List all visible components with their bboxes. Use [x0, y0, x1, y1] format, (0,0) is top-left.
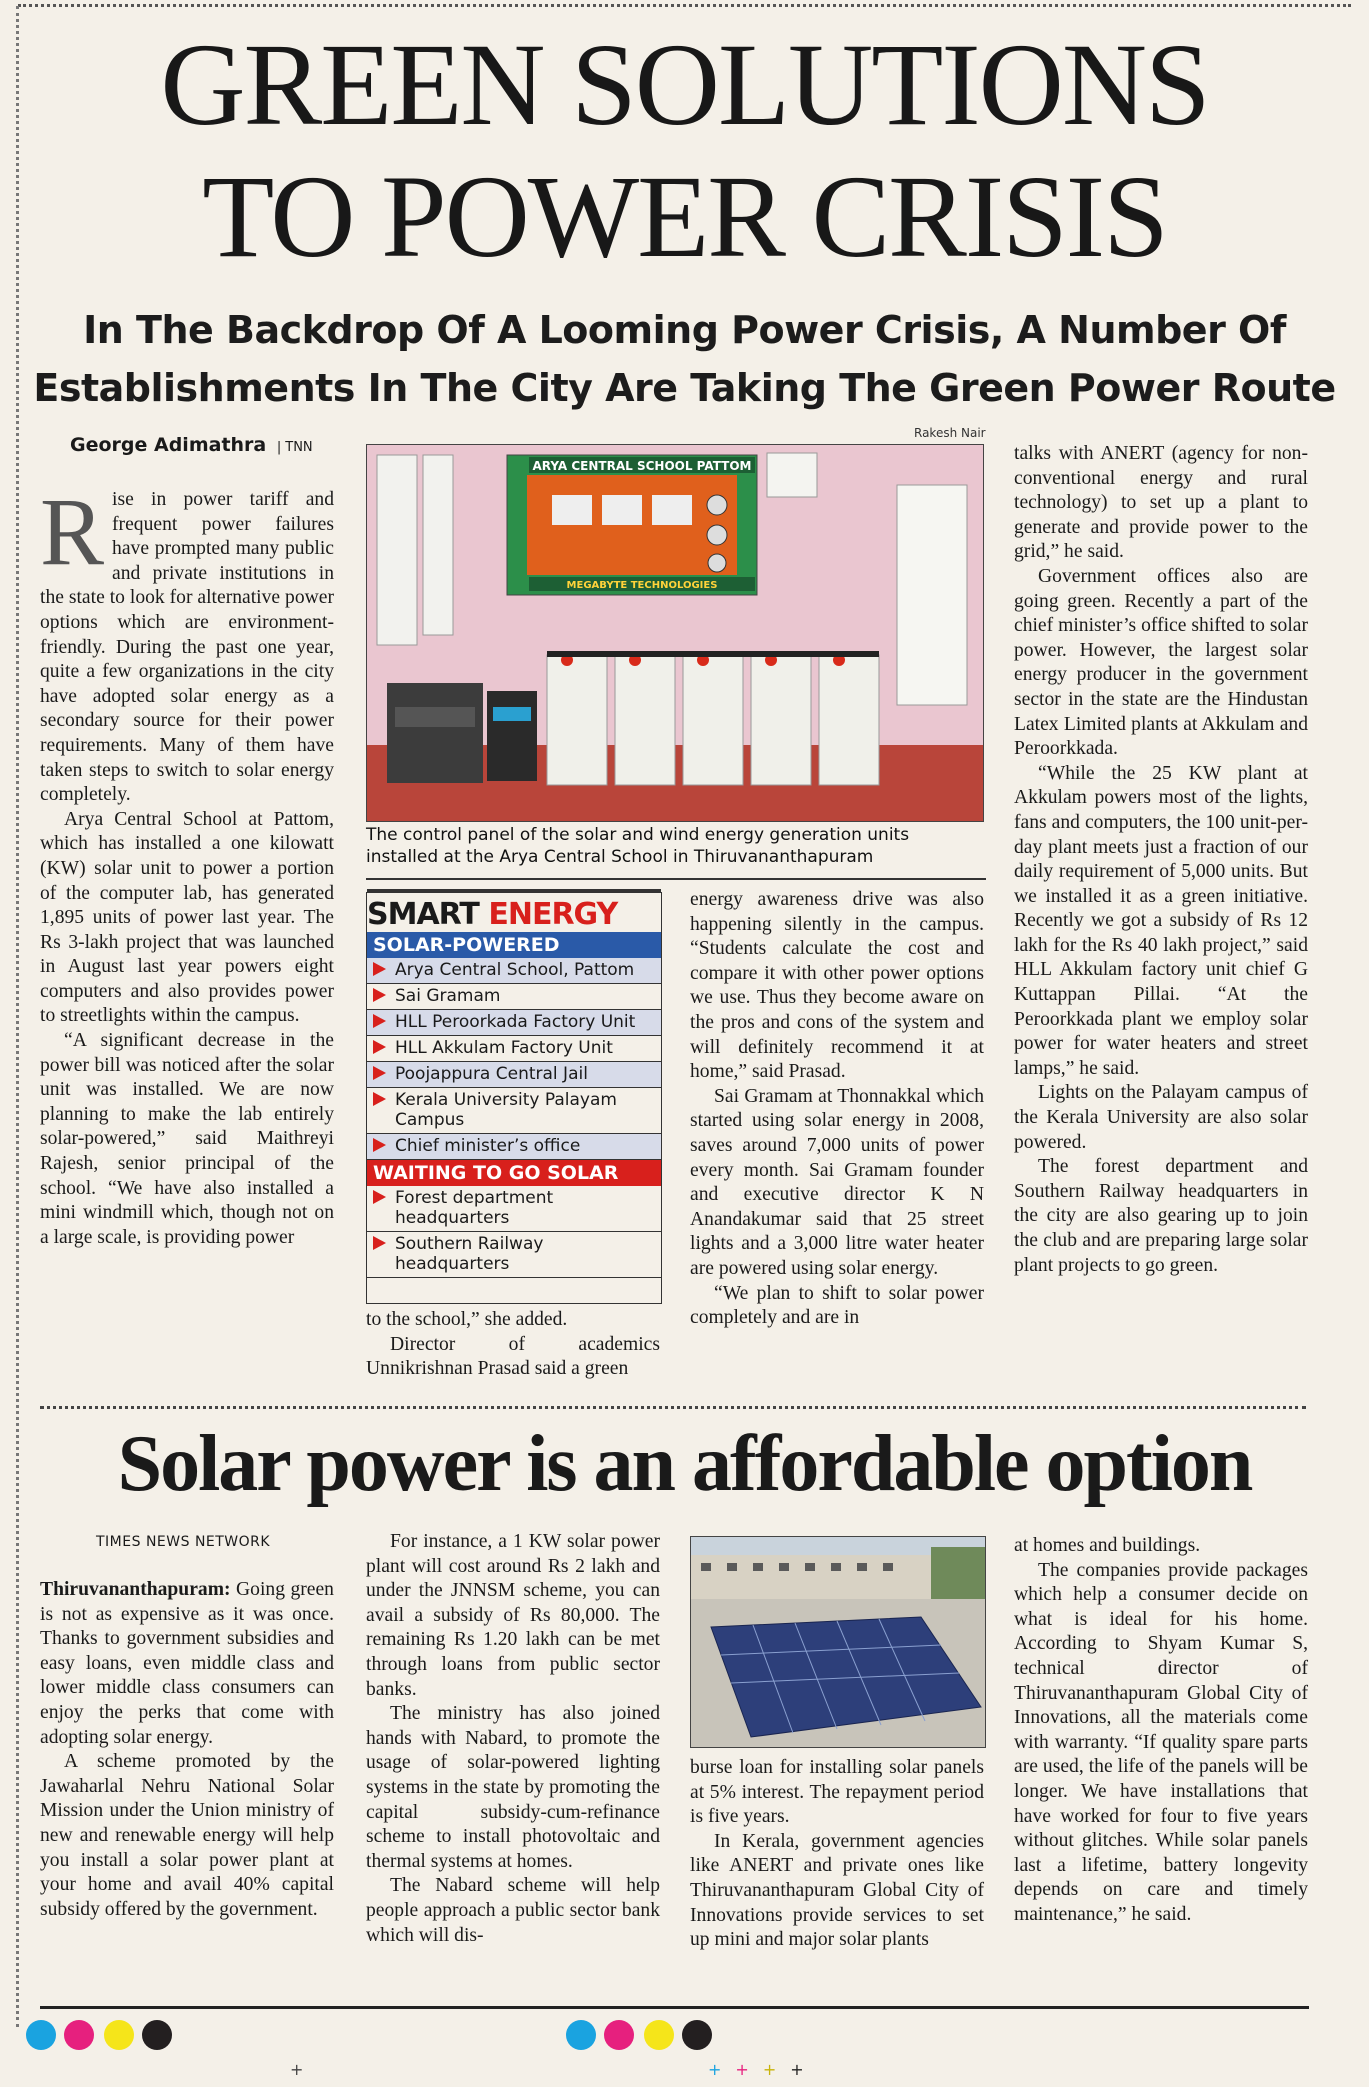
registration-dot-magenta — [64, 2020, 94, 2050]
arrow-icon — [373, 1014, 386, 1028]
list-item: Sai Gramam — [367, 984, 661, 1010]
panel-brand: MEGABYTE TECHNOLOGIES — [566, 580, 718, 591]
story2-column-3 — [690, 1756, 984, 1953]
column-4 — [1014, 442, 1308, 1278]
col1-paragraph-3: “A significant decrease in the power bill was noticed after the solar unit was installed. We are now planning to make the lab entirely solar-powered,” said Maithreyi Rajesh, senior principal of the school. “We have also installed a mini windmill which, though not on a large scale, is providing power — [40, 1030, 334, 1248]
box-title: SMART ENERGY — [367, 897, 618, 932]
list-item: Kerala University Palayam Campus — [367, 1088, 661, 1134]
drop-cap: R — [40, 478, 105, 585]
col2-paragraph-2: Director of academics Unnikrishnan Prasad said a green — [366, 1333, 660, 1380]
column-1 — [40, 478, 334, 1250]
solar-panels-rooftop-photo — [690, 1536, 986, 1748]
crop-mark: + — [290, 2060, 304, 2079]
solar-powered-list — [367, 958, 661, 1160]
smart-energy-box — [366, 892, 662, 1304]
byline — [70, 434, 313, 456]
list-item: Arya Central School, Pattom — [367, 958, 661, 984]
story2-c4-paragraph-1: at homes and buildings. — [1014, 1535, 1201, 1556]
col3-paragraph-3: “We plan to shift to solar power completely and are in — [690, 1282, 984, 1329]
col4-paragraph-2: Government offices also are going green. Recently a part of the chief minister’s office shifted to solar power. However, the largest solar energy producer in the government sector in the state are the Hindustan Latex Limited plants at Akkulam and Peroorkkada. — [1014, 565, 1308, 760]
col4-paragraph-3: “While the 25 KW plant at Akkulam powers most of the lights, fans and computers, the 100 unit-per-day plant meets just a fraction of our daily requirement of 5,000 units. But we installed it as a green initiative. Recently we got a subsidy of Rs 12 lakh for the Rs 40 lakh project,” said HLL Akkulam factory unit chief G Kuttappan Pillai. “At the Peroorkkada plant we employ solar power for water heaters and street lamps,” he said. — [1014, 762, 1308, 1079]
caption-line-1: The control panel of the solar and wind energy generation units — [366, 825, 910, 845]
column-2 — [366, 1308, 660, 1382]
crop-marks-color: ++++ — [708, 2060, 818, 2079]
list-item: Poojappura Central Jail — [367, 1062, 661, 1088]
byline-agency: TNN — [285, 440, 313, 455]
story2-headline: Solar power is an affordable option — [117, 1420, 1252, 1508]
story2-column-2 — [366, 1530, 660, 1948]
deck-line-2: Establishments In The City Are Taking The Green Power Route — [33, 366, 1336, 410]
registration-dot-cyan — [566, 2020, 596, 2050]
registration-dot-cyan — [26, 2020, 56, 2050]
arrow-icon — [373, 1066, 386, 1080]
byline-separator: | — [276, 440, 282, 455]
waiting-band: WAITING TO GO SOLAR — [367, 1160, 661, 1186]
list-item: Southern Railway headquarters — [367, 1232, 661, 1278]
column-3 — [690, 888, 984, 1331]
waiting-list — [367, 1186, 661, 1278]
arrow-icon — [373, 1190, 386, 1204]
registration-dot-yellow — [104, 2020, 134, 2050]
col1-paragraph-2: Arya Central School at Pattom, which has installed a one kilowatt (KW) solar unit to power a portion of the computer lab, has generated 1,895 units of power last year. The Rs 3-lakh project that was launched in August last year powers eight computers and also provides power to streetlights within the campus. — [40, 808, 334, 1027]
registration-dot-black — [142, 2020, 172, 2050]
solar-control-panel-photo — [366, 444, 984, 822]
photo-credit: Rakesh Nair — [914, 426, 986, 440]
story2-c2-paragraph-1: For instance, a 1 KW solar power plant will cost around Rs 2 lakh and under the JNNSM scheme, you can avail a subsidy of Rs 80,000. The remaining Rs 1.20 lakh can be met through loans from public sector banks. — [366, 1531, 660, 1700]
caption-line-2: installed at the Arya Central School in Thiruvananthapuram — [366, 847, 874, 867]
story2-c3-paragraph-2: In Kerala, government agencies like ANERT and private ones like Thiruvananthapuram Global City of Innovations provide services to set up mini and major solar plants — [690, 1830, 984, 1951]
solar-powered-band: SOLAR-POWERED — [367, 932, 661, 958]
arrow-icon — [373, 1236, 386, 1250]
control-panel-illustration — [367, 445, 983, 821]
story2-c4-paragraph-2: The companies provide packages which help a consumer decide on what is ideal for his home. According to Shyam Kumar S, technical director of Thiruvananthapuram Global City of Innovations, all the materials come with warranty. “If quality spare parts are used, the life of the panels will be longer. We have installations that have worked for four to five years without glitches. While solar panels last a lifetime, battery longevity depends on care and timely maintenance,” he said. — [1014, 1559, 1308, 1925]
arrow-icon — [373, 1138, 386, 1152]
story2-c2-paragraph-3: The Nabard scheme will help people approach a public sector bank which will dis- — [366, 1875, 660, 1946]
registration-dot-magenta — [604, 2020, 634, 2050]
story2-c3-paragraph-1: burse loan for installing solar panels at 5% interest. The repayment period is five years. — [690, 1757, 984, 1828]
story-separator — [40, 1406, 1306, 1409]
bottom-rule — [40, 2006, 1309, 2009]
col3-paragraph-2: Sai Gramam at Thonnakkal which started using solar energy in 2008, saves around 7,000 units of power every month. Sai Gramam founder and executive director K N Anandakumar said that 25 street lights and a 3,000 litre water heater are powered using solar energy. — [690, 1085, 984, 1279]
story2-c2-paragraph-2: The ministry has also joined hands with Nabard, to promote the usage of solar-powered lighting systems in the state by promoting the capital subsidy-cum-refinance scheme to install photovoltaic and thermal systems at homes. — [366, 1703, 660, 1872]
story2-c1-paragraph-1: Thiruvananthapuram: Going green is not as expensive as it was once. Thanks to government subsidies and easy loans, even middle class and lower middle class consumers can enjoy the perks that come with adopting solar energy. — [40, 1579, 334, 1748]
arrow-icon — [373, 1092, 386, 1106]
story2-column-1 — [40, 1578, 334, 1922]
col2-paragraph-1: to the school,” she added. — [366, 1309, 568, 1330]
col3-paragraph-1: energy awareness drive was also happening silently in the campus. “Students calculate the cost and compare it with other power options we use. Thus they become aware on the pros and cons of the system and will definitely recommend it at home,” said Prasad. — [690, 889, 984, 1083]
deck-line-1: In The Backdrop Of A Looming Power Crisis, A Number Of — [83, 308, 1286, 352]
col4-paragraph-1: talks with ANERT (agency for non-conventional energy and rural technology) to set up a plant to generate and provide power to the grid,” he said. — [1014, 443, 1308, 563]
story2-c1-paragraph-2: A scheme promoted by the Jawaharlal Nehru National Solar Mission under the Union ministry of new and renewable energy will help you install a solar power plant at your home and avail 40% capital subsidy offered by the government. — [40, 1751, 334, 1920]
registration-dot-black — [682, 2020, 712, 2050]
list-item: Forest department headquarters — [367, 1186, 661, 1232]
arrow-icon — [373, 988, 386, 1002]
caption-rule — [366, 878, 986, 880]
story2-agency: TIMES NEWS NETWORK — [96, 1534, 271, 1550]
rooftop-illustration — [691, 1537, 985, 1747]
registration-dot-yellow — [644, 2020, 674, 2050]
dateline: Thiruvananthapuram: — [40, 1579, 231, 1600]
col1-paragraph-1: Rise in power tariff and frequent power failures have prompted many public and private institutions in the state to look for alternative power options which are environment-friendly. During the past one year, quite a few organizations in the city have adopted solar energy as a secondary source for their power requirements. Many of them have taken steps to switch to solar energy completely. — [40, 478, 334, 806]
col4-paragraph-5: The forest department and Southern Railway headquarters in the city are also gearing up to join the club and are preparing large solar plant projects to go green. — [1014, 1156, 1308, 1276]
list-item: HLL Akkulam Factory Unit — [367, 1036, 661, 1062]
byline-author: George Adimathra — [70, 434, 267, 456]
headline-line-2: TO POWER CRISIS — [202, 151, 1167, 282]
headline-line-1: GREEN SOLUTIONS — [160, 19, 1209, 150]
arrow-icon — [373, 962, 386, 976]
col4-paragraph-4: Lights on the Palayam campus of the Kerala University are also solar powered. — [1014, 1082, 1308, 1153]
story2-column-4 — [1014, 1534, 1308, 1928]
top-dotted-border — [18, 4, 1351, 7]
list-item: Chief minister’s office — [367, 1134, 661, 1160]
list-item: HLL Peroorkada Factory Unit — [367, 1010, 661, 1036]
arrow-icon — [373, 1040, 386, 1054]
box-top-rule — [367, 889, 661, 893]
photo-caption — [366, 824, 986, 868]
panel-label: ARYA CENTRAL SCHOOL PATTOM — [532, 459, 752, 473]
